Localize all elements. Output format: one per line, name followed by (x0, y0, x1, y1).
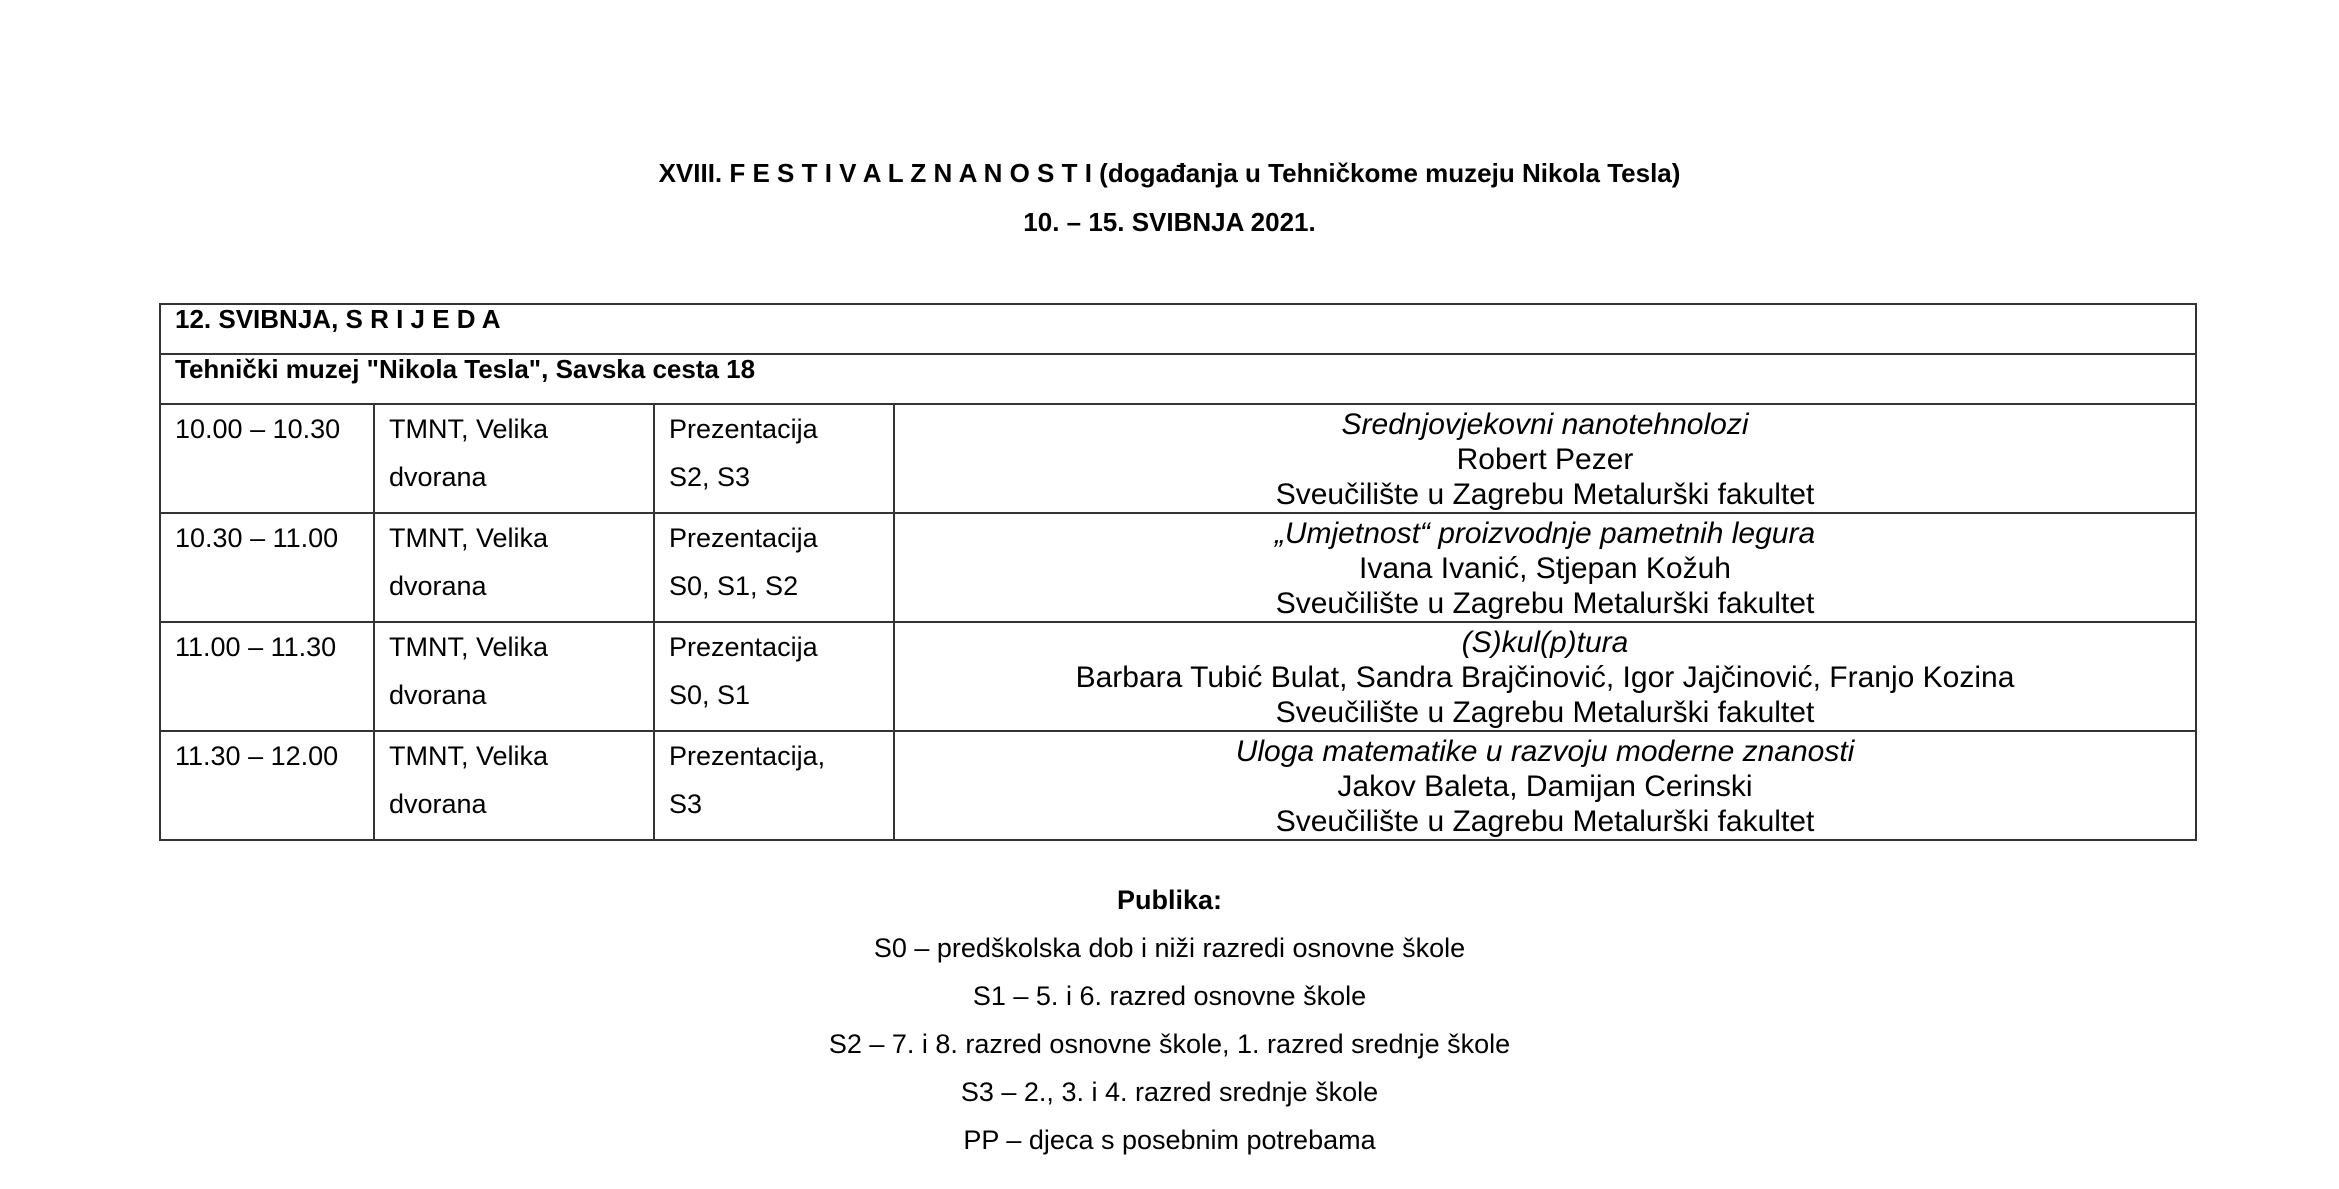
event-location (374, 731, 654, 840)
event-location-line1: TMNT, Velika (389, 523, 549, 553)
talk-title: Uloga matematike u razvoju moderne znanosti (1235, 735, 1855, 768)
event-time-text: 11.30 – 12.00 (175, 741, 339, 771)
event-time-text: 10.00 – 10.30 (175, 414, 341, 444)
event-time-text: 10.30 – 11.00 (175, 523, 339, 553)
event-time (160, 731, 374, 840)
event-time (160, 513, 374, 622)
day-heading: 12. SVIBNJA, S R I J E D A (160, 304, 2196, 354)
talk-speakers: Ivana Ivanić, Stjepan Kožuh (1359, 552, 1731, 585)
venue-row (160, 354, 2196, 404)
event-audience-codes: S0, S1, S2 (669, 571, 799, 601)
audience-item-s0: S0 – predškolska dob i niži razredi osnovne škole (873, 933, 1466, 963)
event-time (160, 622, 374, 731)
event-format-line1: Prezentacija, (669, 741, 826, 771)
talk-organization: Sveučilište u Zagrebu Metalurški fakultet (1275, 805, 1815, 838)
event-location-line2: dvorana (389, 680, 487, 710)
event-audience-codes: S2, S3 (669, 462, 751, 492)
event-time-text: 11.00 – 11.30 (175, 632, 337, 662)
event-format-line1: Prezentacija (669, 632, 818, 662)
event-details (894, 622, 2196, 731)
event-row (160, 513, 2196, 622)
day-row (160, 304, 2196, 354)
talk-organization: Sveučilište u Zagrebu Metalurški fakultet (1275, 587, 1815, 620)
document-title: XVIII. F E S T I V A L Z N A N O S T I (događanja u Tehničkome muzeju Nikola Tesla) (658, 158, 1681, 188)
talk-organization: Sveučilište u Zagrebu Metalurški fakultet (1275, 478, 1815, 511)
talk-speakers: Jakov Baleta, Damijan Cerinski (1337, 770, 1753, 803)
talk-title: Srednjovjekovni nanotehnolozi (1341, 408, 1749, 441)
event-location-line2: dvorana (389, 789, 487, 819)
event-format (654, 513, 894, 622)
audience-item-s1: S1 – 5. i 6. razred osnovne škole (972, 981, 1367, 1011)
event-format (654, 404, 894, 513)
audience-item-s2: S2 – 7. i 8. razred osnovne škole, 1. razred srednje škole (828, 1029, 1511, 1059)
event-row (160, 404, 2196, 513)
event-location-line1: TMNT, Velika (389, 741, 549, 771)
audience-item-pp: PP – djeca s posebnim potrebama (963, 1125, 1376, 1155)
event-row (160, 731, 2196, 840)
event-format-line1: Prezentacija (669, 414, 818, 444)
talk-speakers: Barbara Tubić Bulat, Sandra Brajčinović, Igor Jajčinović, Franjo Kozina (1075, 661, 2015, 694)
venue-heading: Tehnički muzej "Nikola Tesla", Savska cesta 18 (160, 354, 2196, 404)
event-location (374, 513, 654, 622)
event-location-line1: TMNT, Velika (389, 632, 549, 662)
audience-item-s3: S3 – 2., 3. i 4. razred srednje škole (960, 1077, 1379, 1107)
event-format (654, 731, 894, 840)
event-location (374, 622, 654, 731)
event-format (654, 622, 894, 731)
audience-heading: Publika: (1116, 885, 1223, 915)
event-format-line1: Prezentacija (669, 523, 818, 553)
event-time (160, 404, 374, 513)
event-audience-codes: S3 (669, 789, 703, 819)
festival-dates: 10. – 15. SVIBNJA 2021. (1023, 207, 1316, 237)
talk-title: „Umjetnost“ proizvodnje pametnih legura (1274, 517, 1816, 550)
event-row (160, 622, 2196, 731)
event-location (374, 404, 654, 513)
event-details (894, 513, 2196, 622)
event-audience-codes: S0, S1 (669, 680, 751, 710)
event-location-line1: TMNT, Velika (389, 414, 549, 444)
event-details (894, 731, 2196, 840)
talk-title: (S)kul(p)tura (1461, 626, 1629, 659)
talk-speakers: Robert Pezer (1456, 443, 1634, 476)
event-location-line2: dvorana (389, 462, 487, 492)
schedule-table (159, 303, 2197, 841)
event-location-line2: dvorana (389, 571, 487, 601)
event-details (894, 404, 2196, 513)
talk-organization: Sveučilište u Zagrebu Metalurški fakultet (1275, 696, 1815, 729)
